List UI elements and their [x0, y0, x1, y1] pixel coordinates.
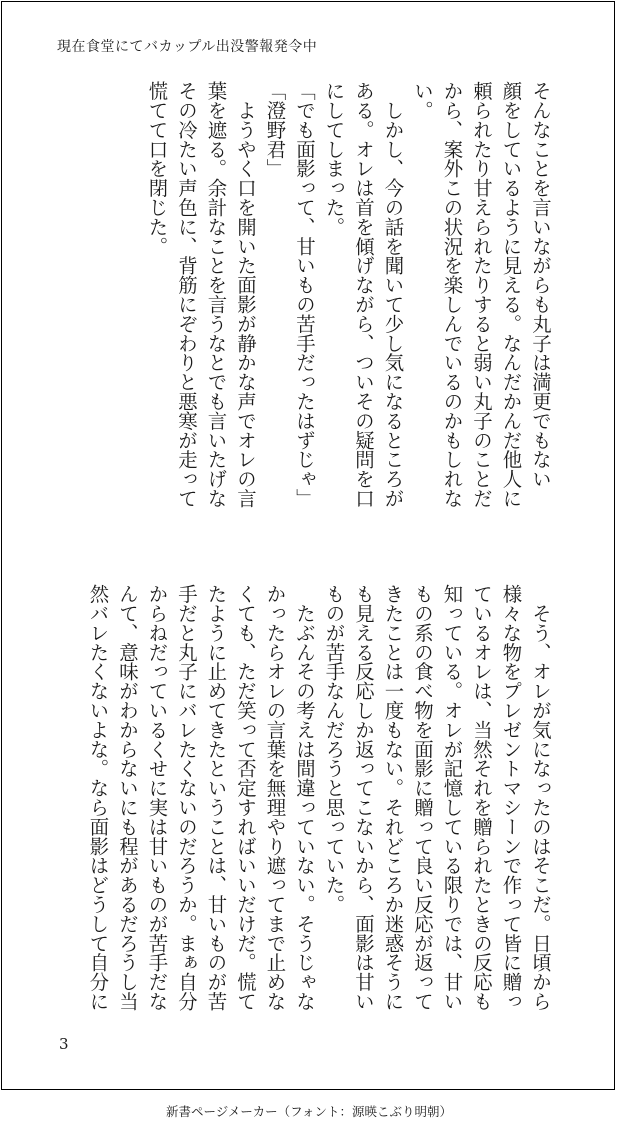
text-line: 「澄野君」 — [263, 81, 287, 178]
text-line: もの系の食べ物を面影に贈って良い反応が返って — [411, 584, 434, 1011]
page-frame — [1, 1, 615, 1090]
text-line: たぶんその考えは間違っていない。そうじゃな — [293, 584, 316, 1011]
text-line: 然バレたくないよな。なら面影はどうして自分に — [86, 584, 110, 1011]
text-line: 頼られたり甘えられたりすると弱い丸子のことだ — [470, 81, 493, 508]
text-line: ものが苦手なんだろうと思っていた。 — [322, 584, 346, 914]
text-line: そう、オレが気になったのはそこだ。日頃から — [529, 584, 552, 1011]
text-line: からねだっているくせに実は甘いものが苦手だな — [145, 584, 169, 1011]
text-line: その冷たい声色に、背筋にぞわりと悪寒が走って — [175, 81, 198, 508]
text-line: んて、意味がわからないにも程があるだろうし当 — [116, 584, 139, 1011]
text-line: 「でも面影って、甘いもの苦手だったはずじゃ」 — [293, 81, 316, 508]
text-line: 知っている。オレが記憶している限りでは、甘い — [440, 584, 464, 1011]
text-line: たように止めてきたということは、甘いものが苦 — [204, 584, 228, 1011]
text-line: 葉を遮る。余計なことを言うなとでも言いたげな — [204, 81, 228, 508]
text-block-upper — [45, 81, 555, 531]
text-line: ようやく口を開いた面影が静かな声でオレの言 — [234, 81, 257, 508]
text-line: にしてしまった。 — [322, 81, 346, 237]
page-number: 3 — [59, 1035, 69, 1053]
text-line: しかし、今の話を聞いて少し気になるところが — [381, 81, 405, 508]
text-line: 様々な物をプレゼントマシーンで作って皆に贈っ — [499, 584, 523, 1011]
text-line: きたことは一度もない。それどころか迷惑そうに — [381, 584, 405, 1011]
text-line: も見える反応しか返ってこないから、面影は甘い — [352, 584, 375, 1011]
text-line: 手だと丸子にバレたくないのだろうか。まぁ自分 — [175, 584, 198, 1011]
text-line: 顔をしているように見える。なんだかんだ他人に — [499, 81, 523, 508]
text-line: い。 — [411, 81, 434, 120]
text-line: かったらオレの言葉を無理やり遮ってまで止めな — [263, 584, 287, 1011]
text-line: ているオレは、当然それを贈られたときの反応も — [470, 584, 493, 1011]
text-line: ある。オレは首を傾げながら、ついその疑問を口 — [352, 81, 375, 508]
text-block-lower — [45, 584, 555, 1034]
text-line: そんなことを言いながらも丸子は満更でもない — [529, 81, 552, 489]
text-line: から、案外この状況を楽しんでいるのかもしれな — [440, 81, 464, 508]
credit-line: 新書ページメーカー（フォント：源暎こぶり明朝） — [165, 1104, 452, 1119]
text-line: くても、ただ笑って否定すればいいだけだ。慌て — [234, 584, 257, 1011]
text-line: 慌てて口を閉じた。 — [145, 81, 169, 256]
running-header: 現在食堂にてバカップル出没警報発令中 — [57, 39, 318, 55]
